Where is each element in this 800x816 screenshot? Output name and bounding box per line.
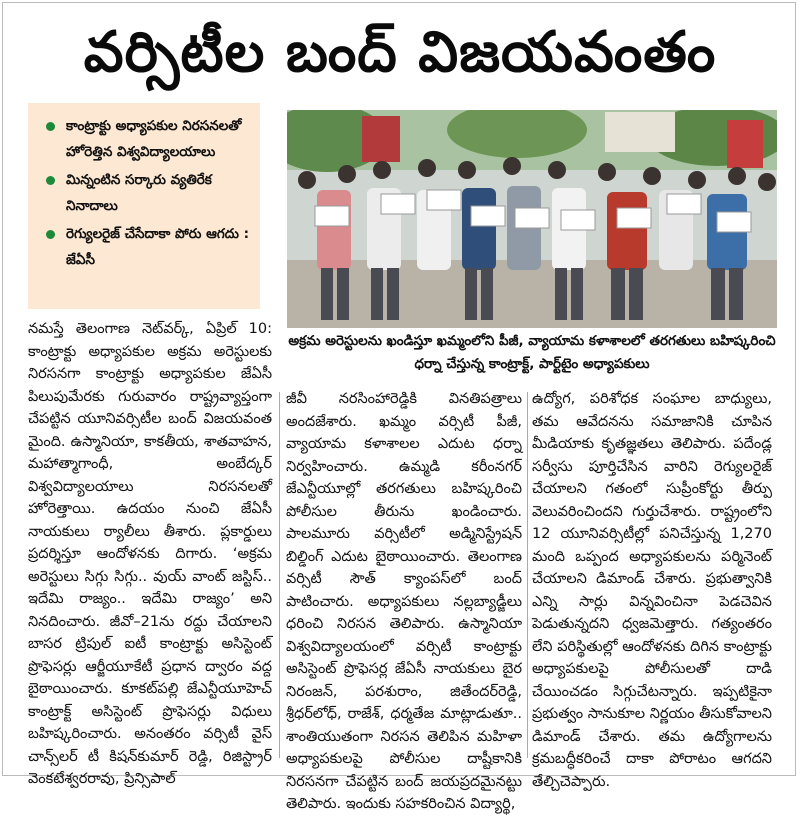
summary-point-text: మిన్నంటిన సర్కారు వ్యతిరేక నినాదాలు [66, 172, 212, 214]
bullet-icon [46, 230, 55, 239]
protest-photo-illustration [287, 110, 777, 328]
photo-caption: అక్రమ అరెస్టులను ఖండిస్తూ ఖమ్మంలోని పీజీ, వ్యాయామ కళాశాలలో తరగతులు బహిష్కరించి ధర్నా చేస్తున్న కాంట్రాక్ట్, పార్ట్‌టైం అధ్యాపకులు [288, 333, 776, 372]
article-column-1: నమస్తే తెలంగాణ నెట్‌వర్క్, ఏప్రిల్ 10: కాంట్రాక్టు అధ్యాపకుల అక్రమ అరెస్టులకు నిరసనగా కాంట్రాక్టు అధ్యాపకుల జేఏసీ పిలుపుమేరకు గురువారం రాష్ట్రవ్యాప్తంగా చేపట్టిన యూనివర్సిటీల బంద్ విజయవంత మైంది. ఉస్మానియా, కాకతీయ, శాతవాహన, మహాత్మాగాంధీ, అంబేద్కర్ విశ్వవిద్యాలయాలు నిరసనలతో హోరెత్తాయి. ఉదయం నుంచి జేఏసీ నాయకులు ర్యాలీలు తీశారు. ప్లకార్డులు ప్రదర్శిస్తూ ఆందోళనకు దిగారు. ‘అక్రమ అరెస్టులు సిగ్గు సిగ్గు.. వుయ్ వాంట్ జస్టిస్.. ఇదేమి రాజ్యం.. ఇదేమి రాజ్యం’ అని నినదించారు. జీవో–21ను రద్దు చేయాలని బాసర ట్రిపుల్ ఐటీ కాంట్రాక్టు అసిస్టెంట్ ప్రొఫెసర్లు ఆర్జీయూకేటీ ప్రధాన ద్వారం వద్ద బైఠాయించారు. కూకట్‌పల్లి జేఎన్టీయూహెచ్ కాంట్రాక్ట్ అసిస్టెంట్ ప్రొఫెసర్లు విధులు బహిష్కరించారు. అనంతరం వర్సిటీ వైస్ చాన్స్‌లర్ టీ కిషన్‌కుమార్ రెడ్డి, రిజిస్ట్రార్ వెంకటేశ్వరరావు, ప్రిన్సిపాల్ [28, 321, 272, 787]
summary-box [28, 103, 260, 309]
bullet-icon [46, 122, 55, 131]
article-column-2: జీవీ నరసింహారెడ్డికి వినతిపత్రాలు అందజేశారు. ఖమ్మం వర్సిటీ పీజీ, వ్యాయామ కళాశాలల ఎదుట ధర్నా నిర్వహించారు. ఉమ్మడి కరీంనగర్ జేఎన్టీయూల్లో తరగతులు బహిష్కరించి పోలీసుల తీరును ఖండించారు. పాలమూరు వర్సిటీలో అడ్మినిస్ట్రేషన్ బిల్డింగ్ ఎదుట బైఠాయించారు. తెలంగాణ వర్సిటీ సౌత్ క్యాంపస్‌లో బంద్ పాటించారు. అధ్యాపకులు నల్లబ్యాడ్జీలు ధరించి నిరసన తెలిపారు. ఉస్మానియా విశ్వవిద్యాలయంలో వర్సిటీ కాంట్రాక్టు అసిస్టెంట్ ప్రొఫెసర్ల జేఏసీ నాయకులు బైర నిరంజన్, పరశురాం, జితేందర్‌రెడ్డి, శ్రీధర్‌లోధ్, రాజేశ్, ధర్మతేజ మాట్లాడుతూ.. శాంతియుతంగా నిరసన తెలిపిన మహిళా అధ్యాపకులపై పోలీసుల దాష్టీకానికి నిరసనగా చేపట్టిన బంద్ జయప్రదమైనట్టు తెలిపారు. ఇందుకు సహకరించిన విద్యార్థి, [286, 391, 522, 812]
summary-point [42, 167, 250, 219]
bullet-icon [46, 176, 55, 185]
summary-point [42, 113, 250, 165]
protest-photo [287, 110, 777, 328]
article-column-3: ఉద్యోగ, పరిశోధక సంఘాల బాధ్యులు, తమ ఆవేదనను సమాజానికి చూపిన మీడియాకు కృతజ్ఞతలు తెలిపారు. పదేండ్ల సర్వీసు పూర్తిచేసిన వారిని రెగ్యులరైజ్ చేయాలని గతంలో సుప్రీంకోర్టు తీర్పు వెలువరించిందని గుర్తుచేశారు. రాష్ట్రంలోని 12 యూనివర్సిటీల్లో పనిచేస్తున్న 1,270 మంది ఒప్పంద అధ్యాపకులను పర్మినెంట్ చేయాలని డిమాండ్ చేశారు. ప్రభుత్వానికి ఎన్ని సార్లు విన్నవించినా పెడచెవిన పెడుతున్నదని ధ్వజమెత్తారు. గత్యంతరం లేని పరిస్థితుల్లో ఆందోళనకు దిగిన కాంట్రాక్టు అధ్యాపకులపై పోలీసులతో దాడి చేయించడం సిగ్గుచేటన్నారు. ఇప్పటికైనా ప్రభుత్వం సానుకూల నిర్ణయం తీసుకోవాలని డిమాండ్ చేశారు. తమ ఉద్యోగాలను క్రమబద్ధీకరించే దాకా పోరాటం ఆగదని తేల్చిచెప్పారు. [532, 391, 772, 790]
summary-point-text: కాంట్రాక్టు అధ్యాపకుల నిరసనలతో హోరెత్తిన విశ్వవిద్యాలయాలు [66, 118, 242, 160]
column-divider [527, 392, 528, 758]
banner-poster [362, 116, 400, 162]
headline: వర్సిటీల బంద్ విజయవంతం [83, 20, 717, 85]
summary-point-text: రెగ్యులరైజ్ చేసేదాకా పోరు ఆగదు : జేఏసీ [66, 226, 250, 268]
column-divider [279, 392, 280, 758]
summary-point [42, 221, 250, 273]
